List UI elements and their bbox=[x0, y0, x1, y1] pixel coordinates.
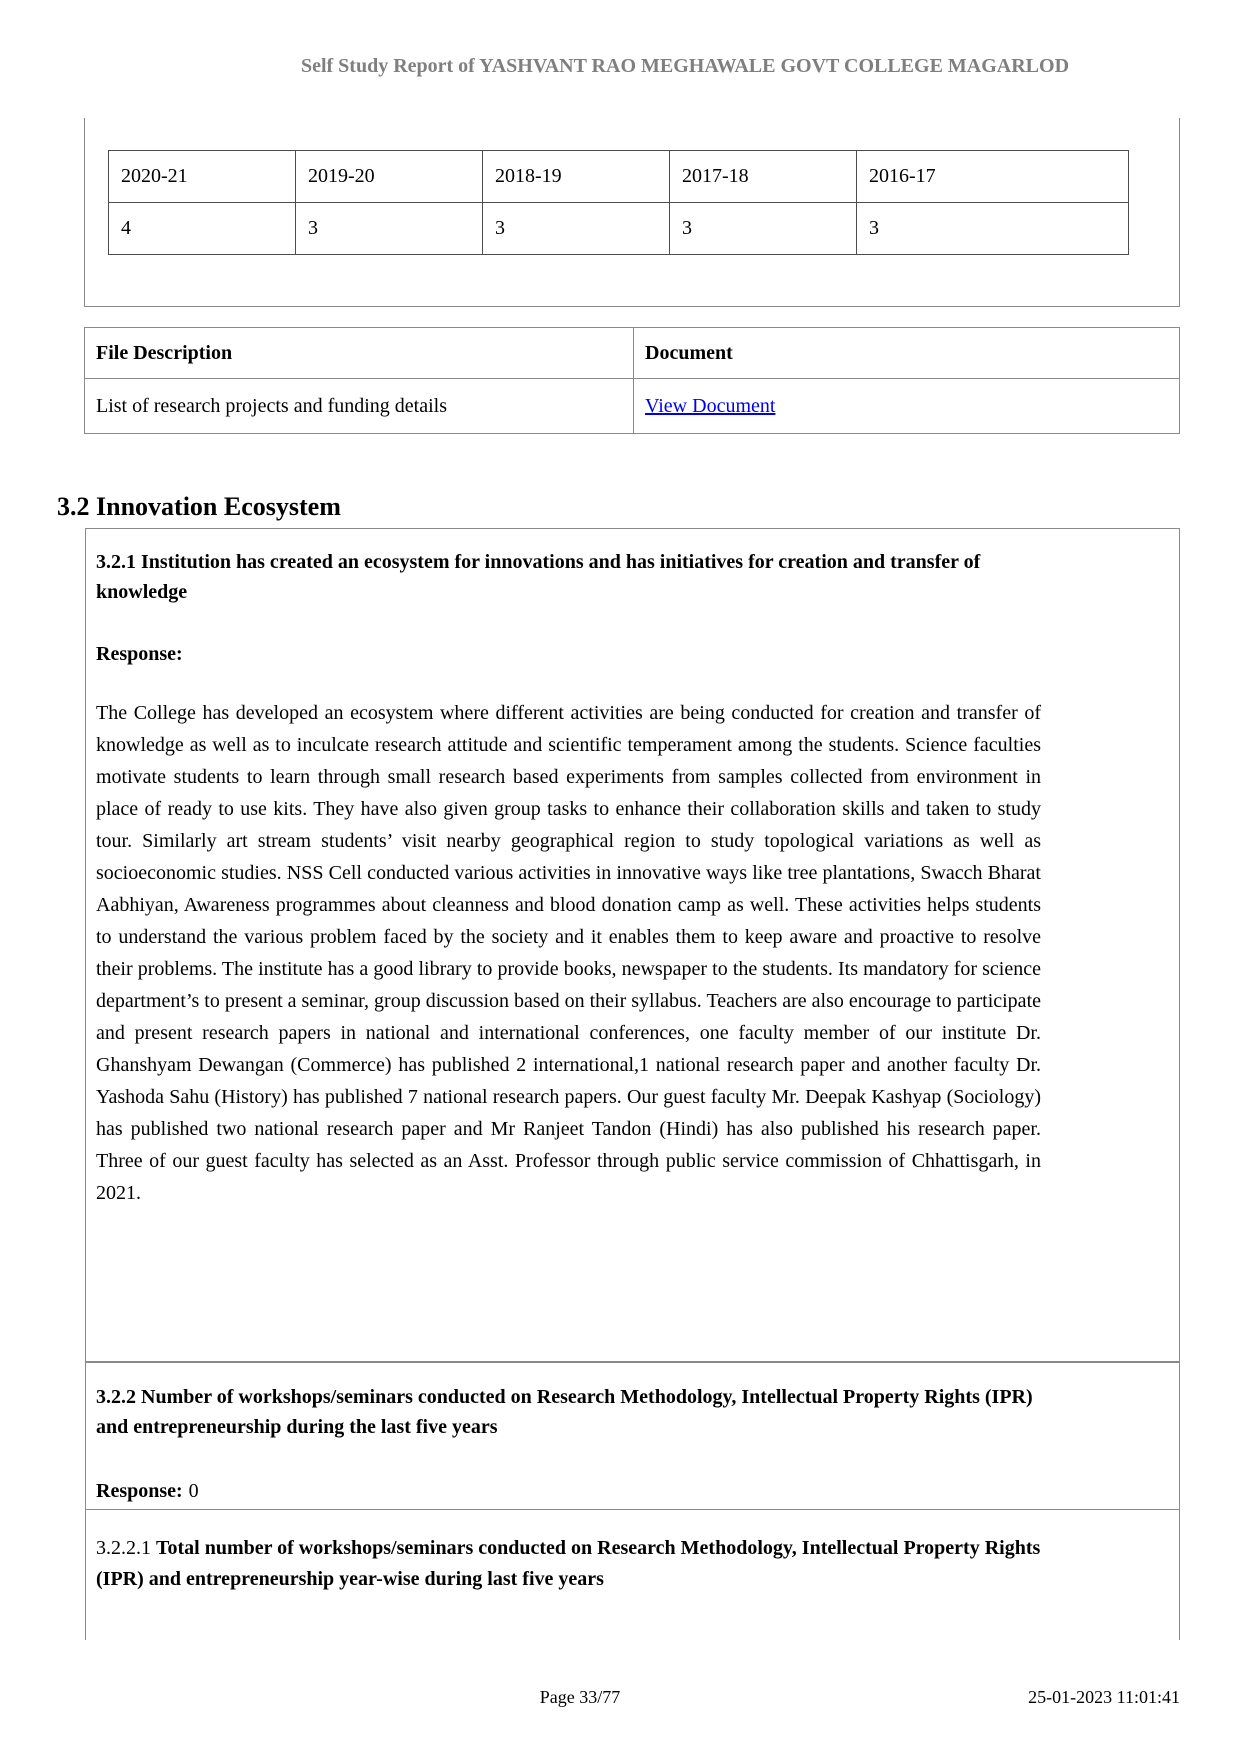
question-3-2-2-1-box bbox=[85, 1510, 1180, 1640]
year-value-cell: 4 bbox=[109, 203, 296, 255]
question-3-2-2-1-title bbox=[96, 1533, 1041, 1595]
page-number: Page 33/77 bbox=[539, 1687, 621, 1707]
question-3-2-2-title: 3.2.2 Number of workshops/seminars conducted on Research Methodology, Intellectual Property Rights (IPR) and entrepreneurship during the last five years bbox=[96, 1386, 1033, 1438]
document-header: Document bbox=[634, 328, 1180, 379]
year-header-cell: 2020-21 bbox=[109, 151, 296, 203]
response-line bbox=[96, 1476, 1041, 1506]
page-footer bbox=[60, 1687, 1180, 1717]
question-number: 3.2.2.1 bbox=[96, 1537, 151, 1559]
timestamp: 25-01-2023 11:01:41 bbox=[1028, 1687, 1180, 1707]
section-3-2-heading: 3.2 Innovation Ecosystem bbox=[57, 492, 341, 521]
year-value-cell: 3 bbox=[670, 203, 857, 255]
response-body: The College has developed an ecosystem where different activities are being conducted for creation and transfer of knowledge as well as to inculcate research attitude and scientific temperament among the students. Science faculties motivate students to learn through small research based experiments from samples collected from environment in place of ready to use kits. They have also given group tasks to enhance their collaboration skills and taken to study tour. Similarly art stream students’ visit nearby geographical region to study topological variations as well as socioeconomic studies. NSS Cell conducted various activities in innovative ways like tree plantations, Swacch Bharat Aabhiyan, Awareness programmes about cleanness and blood donation camp as well. These activities helps students to understand the various problem faced by the society and it enables them to keep aware and proactive to resolve their problems. The institute has a good library to provide books, newspaper to the students. Its mandatory for science department’s to present a seminar, group discussion based on their syllabus. Teachers are also encourage to participate and present research papers in national and international conferences, one faculty member of our institute Dr. Ghanshyam Dewangan (Commerce) has published 2 international,1 national research paper and another faculty Dr. Yashoda Sahu (History) has published 7 national research papers. Our guest faculty Mr. Deepak Kashyap (Sociology) has published two national research paper and Mr Ranjeet Tandon (Hindi) has also published his research paper. Three of our guest faculty has selected as an Asst. Professor through public service commission of Chhattisgarh, in 2021. bbox=[96, 702, 1041, 1204]
question-3-2-1-box bbox=[85, 528, 1180, 1362]
response-label: Response: bbox=[96, 1480, 183, 1502]
year-header-cell: 2018-19 bbox=[483, 151, 670, 203]
year-header-row bbox=[109, 151, 1129, 203]
year-header-cell: 2016-17 bbox=[857, 151, 1129, 203]
view-document-link[interactable]: View Document bbox=[645, 394, 776, 417]
report-title: Self Study Report of YASHVANT RAO MEGHAWALE GOVT COLLEGE MAGARLOD bbox=[300, 55, 1070, 77]
year-value-cell: 3 bbox=[857, 203, 1129, 255]
question-3-2-2-box bbox=[85, 1362, 1180, 1510]
year-value-row bbox=[109, 203, 1129, 255]
document-cell bbox=[634, 379, 1180, 434]
year-header-cell: 2019-20 bbox=[296, 151, 483, 203]
year-value-cell: 3 bbox=[296, 203, 483, 255]
file-description-table bbox=[84, 327, 1180, 434]
year-table bbox=[108, 150, 1129, 255]
file-table-header-row bbox=[85, 328, 1180, 379]
question-3-2-1-title: 3.2.1 Institution has created an ecosystem for innovations and has initiatives for creation and transfer of knowledge bbox=[96, 551, 981, 603]
file-description-cell: List of research projects and funding details bbox=[85, 379, 634, 434]
year-header-cell: 2017-18 bbox=[670, 151, 857, 203]
response-label: Response: bbox=[96, 643, 183, 665]
question-title-text: Total number of workshops/seminars conducted on Research Methodology, Intellectual Property Rights (IPR) and entrepreneurship year-wise during last five years bbox=[96, 1537, 1041, 1590]
file-description-header: File Description bbox=[85, 328, 634, 379]
response-value: 0 bbox=[188, 1480, 199, 1502]
year-value-cell: 3 bbox=[483, 203, 670, 255]
file-table-data-row bbox=[85, 379, 1180, 434]
